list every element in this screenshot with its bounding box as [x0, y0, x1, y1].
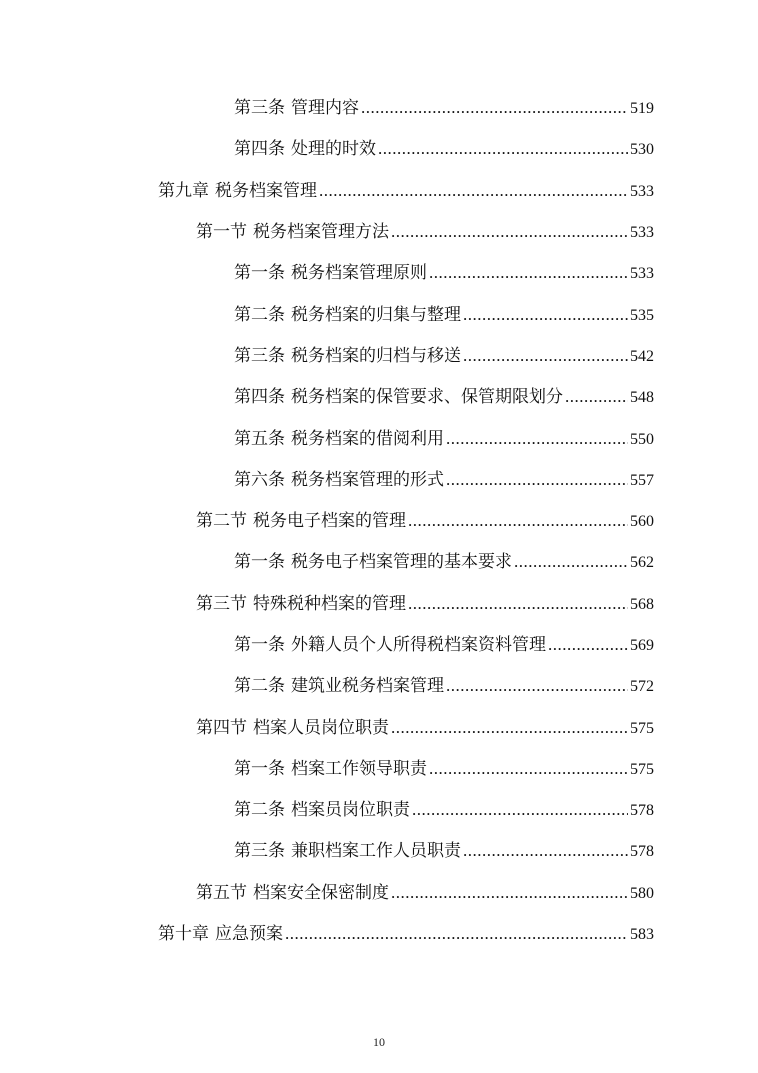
toc-entry[interactable]: [0, 501, 758, 542]
toc-entry-page: 568: [630, 595, 654, 613]
toc-entry-title: 税务档案的保管要求、保管期限划分: [291, 387, 563, 408]
toc-entry-label: [158, 923, 283, 945]
toc-entry-label: [234, 428, 444, 450]
toc-entry-label: [234, 551, 512, 573]
toc-entry-page: 530: [630, 141, 654, 159]
toc-entry-line: [234, 345, 758, 368]
toc-entry-page: 557: [630, 471, 654, 489]
dot-leader: [412, 799, 628, 821]
toc-entry-page: 578: [630, 802, 654, 820]
toc-entry-number: 第六条: [234, 469, 285, 490]
toc-entry[interactable]: [0, 666, 758, 707]
dot-leader: [391, 717, 628, 739]
toc-entry-page: 533: [630, 182, 654, 200]
toc-entry-label: [196, 221, 389, 243]
toc-entry-label: [234, 675, 444, 697]
toc-entry-line: [234, 840, 758, 863]
toc-entry-line: [196, 221, 758, 244]
toc-entry[interactable]: [0, 253, 758, 294]
toc-entry-line: [234, 551, 758, 574]
toc-entry-title: 税务档案的归档与移送: [291, 345, 461, 366]
toc-entry-number: 第三条: [234, 345, 285, 366]
page-number: 10: [373, 1035, 385, 1049]
toc-entry[interactable]: [0, 625, 758, 666]
toc-entry-label: [234, 469, 444, 491]
dot-leader: [285, 923, 628, 945]
toc-entry-label: [234, 634, 546, 656]
toc-entry-line: [158, 923, 758, 946]
toc-entry-label: [234, 840, 461, 862]
toc-entry-line: [234, 675, 758, 698]
toc-entry-page: 548: [630, 389, 654, 407]
toc-entry-line: [234, 428, 758, 451]
toc-entry-page: 578: [630, 843, 654, 861]
toc-entry-line: [196, 510, 758, 533]
dot-leader: [446, 428, 628, 450]
toc-entry-title: 特殊税种档案的管理: [253, 593, 406, 614]
toc-entry-page: 519: [630, 100, 654, 118]
toc-entry-page: 572: [630, 678, 654, 696]
toc-entry-title: 税务档案管理原则: [291, 263, 427, 284]
toc-entry-label: [234, 138, 376, 160]
toc-entry[interactable]: [0, 129, 758, 170]
toc-entry-title: 应急预案: [215, 924, 283, 945]
toc-entry-title: 税务档案管理方法: [253, 222, 389, 243]
dot-leader: [446, 675, 628, 697]
toc-entry-title: 档案工作领导职责: [291, 758, 427, 779]
dot-leader: [565, 386, 628, 408]
toc-entry-number: 第五条: [234, 428, 285, 449]
toc-entry-page: 575: [630, 760, 654, 778]
toc-entry-number: 第一条: [234, 552, 285, 573]
toc-entry-number: 第一节: [196, 222, 247, 243]
toc-entry[interactable]: [0, 790, 758, 831]
toc-entry-number: 第五节: [196, 882, 247, 903]
toc-entry-number: 第二节: [196, 511, 247, 532]
toc-entry-label: [234, 262, 427, 284]
dot-leader: [548, 634, 628, 656]
toc-entry-line: [196, 593, 758, 616]
toc-entry-title: 档案人员岗位职责: [253, 717, 389, 738]
toc-entry-title: 兼职档案工作人员职责: [291, 841, 461, 862]
toc-entry-page: 575: [630, 719, 654, 737]
toc-entry-title: 管理内容: [291, 98, 359, 119]
dot-leader: [319, 180, 628, 202]
toc-entry-label: [234, 799, 410, 821]
toc-entry-title: 税务档案管理: [215, 180, 317, 201]
toc-entry-title: 处理的时效: [291, 139, 376, 160]
toc-entry-label: [196, 717, 389, 739]
toc-entry-number: 第十章: [158, 924, 209, 945]
toc-entry-title: 税务档案的借阅利用: [291, 428, 444, 449]
toc-entry[interactable]: [0, 707, 758, 748]
dot-leader: [463, 304, 628, 326]
toc-entry-number: 第一条: [234, 635, 285, 655]
toc-entry-number: 第二条: [234, 304, 285, 325]
toc-entry-line: [234, 634, 758, 657]
toc-entry[interactable]: [0, 418, 758, 459]
toc-entry-page: 533: [630, 265, 654, 283]
toc-entry-title: 档案员岗位职责: [291, 800, 410, 821]
toc-entry-line: [234, 262, 758, 285]
toc-entry-title: 外籍人员个人所得税档案资料管理: [291, 635, 546, 655]
toc-entry-line: [234, 97, 758, 120]
dot-leader: [391, 882, 628, 904]
dot-leader: [361, 97, 628, 119]
toc-entry-page: 580: [630, 884, 654, 902]
toc-entry-page: 542: [630, 347, 654, 365]
toc-entry-number: 第四条: [234, 139, 285, 160]
toc-entry-title: 税务档案的归集与整理: [291, 304, 461, 325]
toc-entry-page: 533: [630, 224, 654, 242]
toc-entry-label: [158, 180, 317, 202]
toc-entry[interactable]: [0, 377, 758, 418]
toc-entry-label: [196, 882, 389, 904]
toc-entry-label: [196, 510, 406, 532]
toc-entry[interactable]: [0, 460, 758, 501]
toc-entry-line: [234, 386, 758, 409]
toc-entry-number: 第四条: [234, 387, 285, 408]
toc-entry[interactable]: [0, 88, 758, 129]
toc-entry[interactable]: [0, 294, 758, 335]
toc-entry-number: 第九章: [158, 180, 209, 201]
toc-entry-label: [234, 97, 359, 119]
toc-entry-title: 税务档案管理的形式: [291, 469, 444, 490]
toc-entry[interactable]: [0, 584, 758, 625]
toc-entry-line: [234, 758, 758, 781]
toc-entry[interactable]: [0, 336, 758, 377]
toc-entry[interactable]: [0, 542, 758, 583]
toc-entry-label: [196, 593, 406, 615]
toc-entry-page: 583: [630, 926, 654, 944]
toc-entry-label: [234, 304, 461, 326]
table-of-contents: [0, 88, 758, 955]
toc-entry-number: 第二条: [234, 800, 285, 821]
toc-entry-number: 第一条: [234, 758, 285, 779]
toc-entry-line: [234, 304, 758, 327]
dot-leader: [429, 262, 628, 284]
toc-entry-title: 税务电子档案管理的基本要求: [291, 552, 512, 573]
toc-entry-number: 第三节: [196, 593, 247, 614]
toc-entry-label: [234, 386, 563, 408]
toc-entry-page: 569: [630, 637, 654, 654]
dot-leader: [429, 758, 628, 780]
dot-leader: [391, 221, 628, 243]
dot-leader: [463, 840, 628, 862]
dot-leader: [446, 469, 628, 491]
toc-entry-line: [234, 799, 758, 822]
toc-entry[interactable]: [0, 831, 758, 872]
dot-leader: [408, 593, 628, 615]
toc-entry-number: 第四节: [196, 717, 247, 738]
toc-entry[interactable]: [0, 914, 758, 955]
toc-entry-page: 550: [630, 430, 654, 448]
toc-entry-title: 税务电子档案的管理: [253, 511, 406, 532]
dot-leader: [378, 138, 628, 160]
toc-entry-title: 档案安全保密制度: [253, 882, 389, 903]
toc-entry-number: 第二条: [234, 676, 285, 697]
toc-entry-line: [196, 717, 758, 740]
toc-entry-line: [158, 180, 758, 203]
toc-entry-page: 535: [630, 306, 654, 324]
toc-entry[interactable]: [0, 873, 758, 914]
toc-entry-line: [196, 882, 758, 905]
dot-leader: [463, 345, 628, 367]
toc-entry-line: [234, 469, 758, 492]
toc-entry-title: 建筑业税务档案管理: [291, 676, 444, 697]
dot-leader: [514, 551, 628, 573]
toc-entry-label: [234, 758, 427, 780]
toc-entry-line: [234, 138, 758, 161]
toc-entry-page: 560: [630, 513, 654, 531]
toc-entry-number: 第一条: [234, 263, 285, 284]
toc-entry-page: 562: [630, 554, 654, 572]
toc-entry[interactable]: [0, 171, 758, 212]
toc-entry[interactable]: [0, 212, 758, 253]
toc-entry-label: [234, 345, 461, 367]
toc-entry-number: 第三条: [234, 841, 285, 862]
toc-entry[interactable]: [0, 749, 758, 790]
dot-leader: [408, 510, 628, 532]
toc-entry-number: 第三条: [234, 98, 285, 119]
